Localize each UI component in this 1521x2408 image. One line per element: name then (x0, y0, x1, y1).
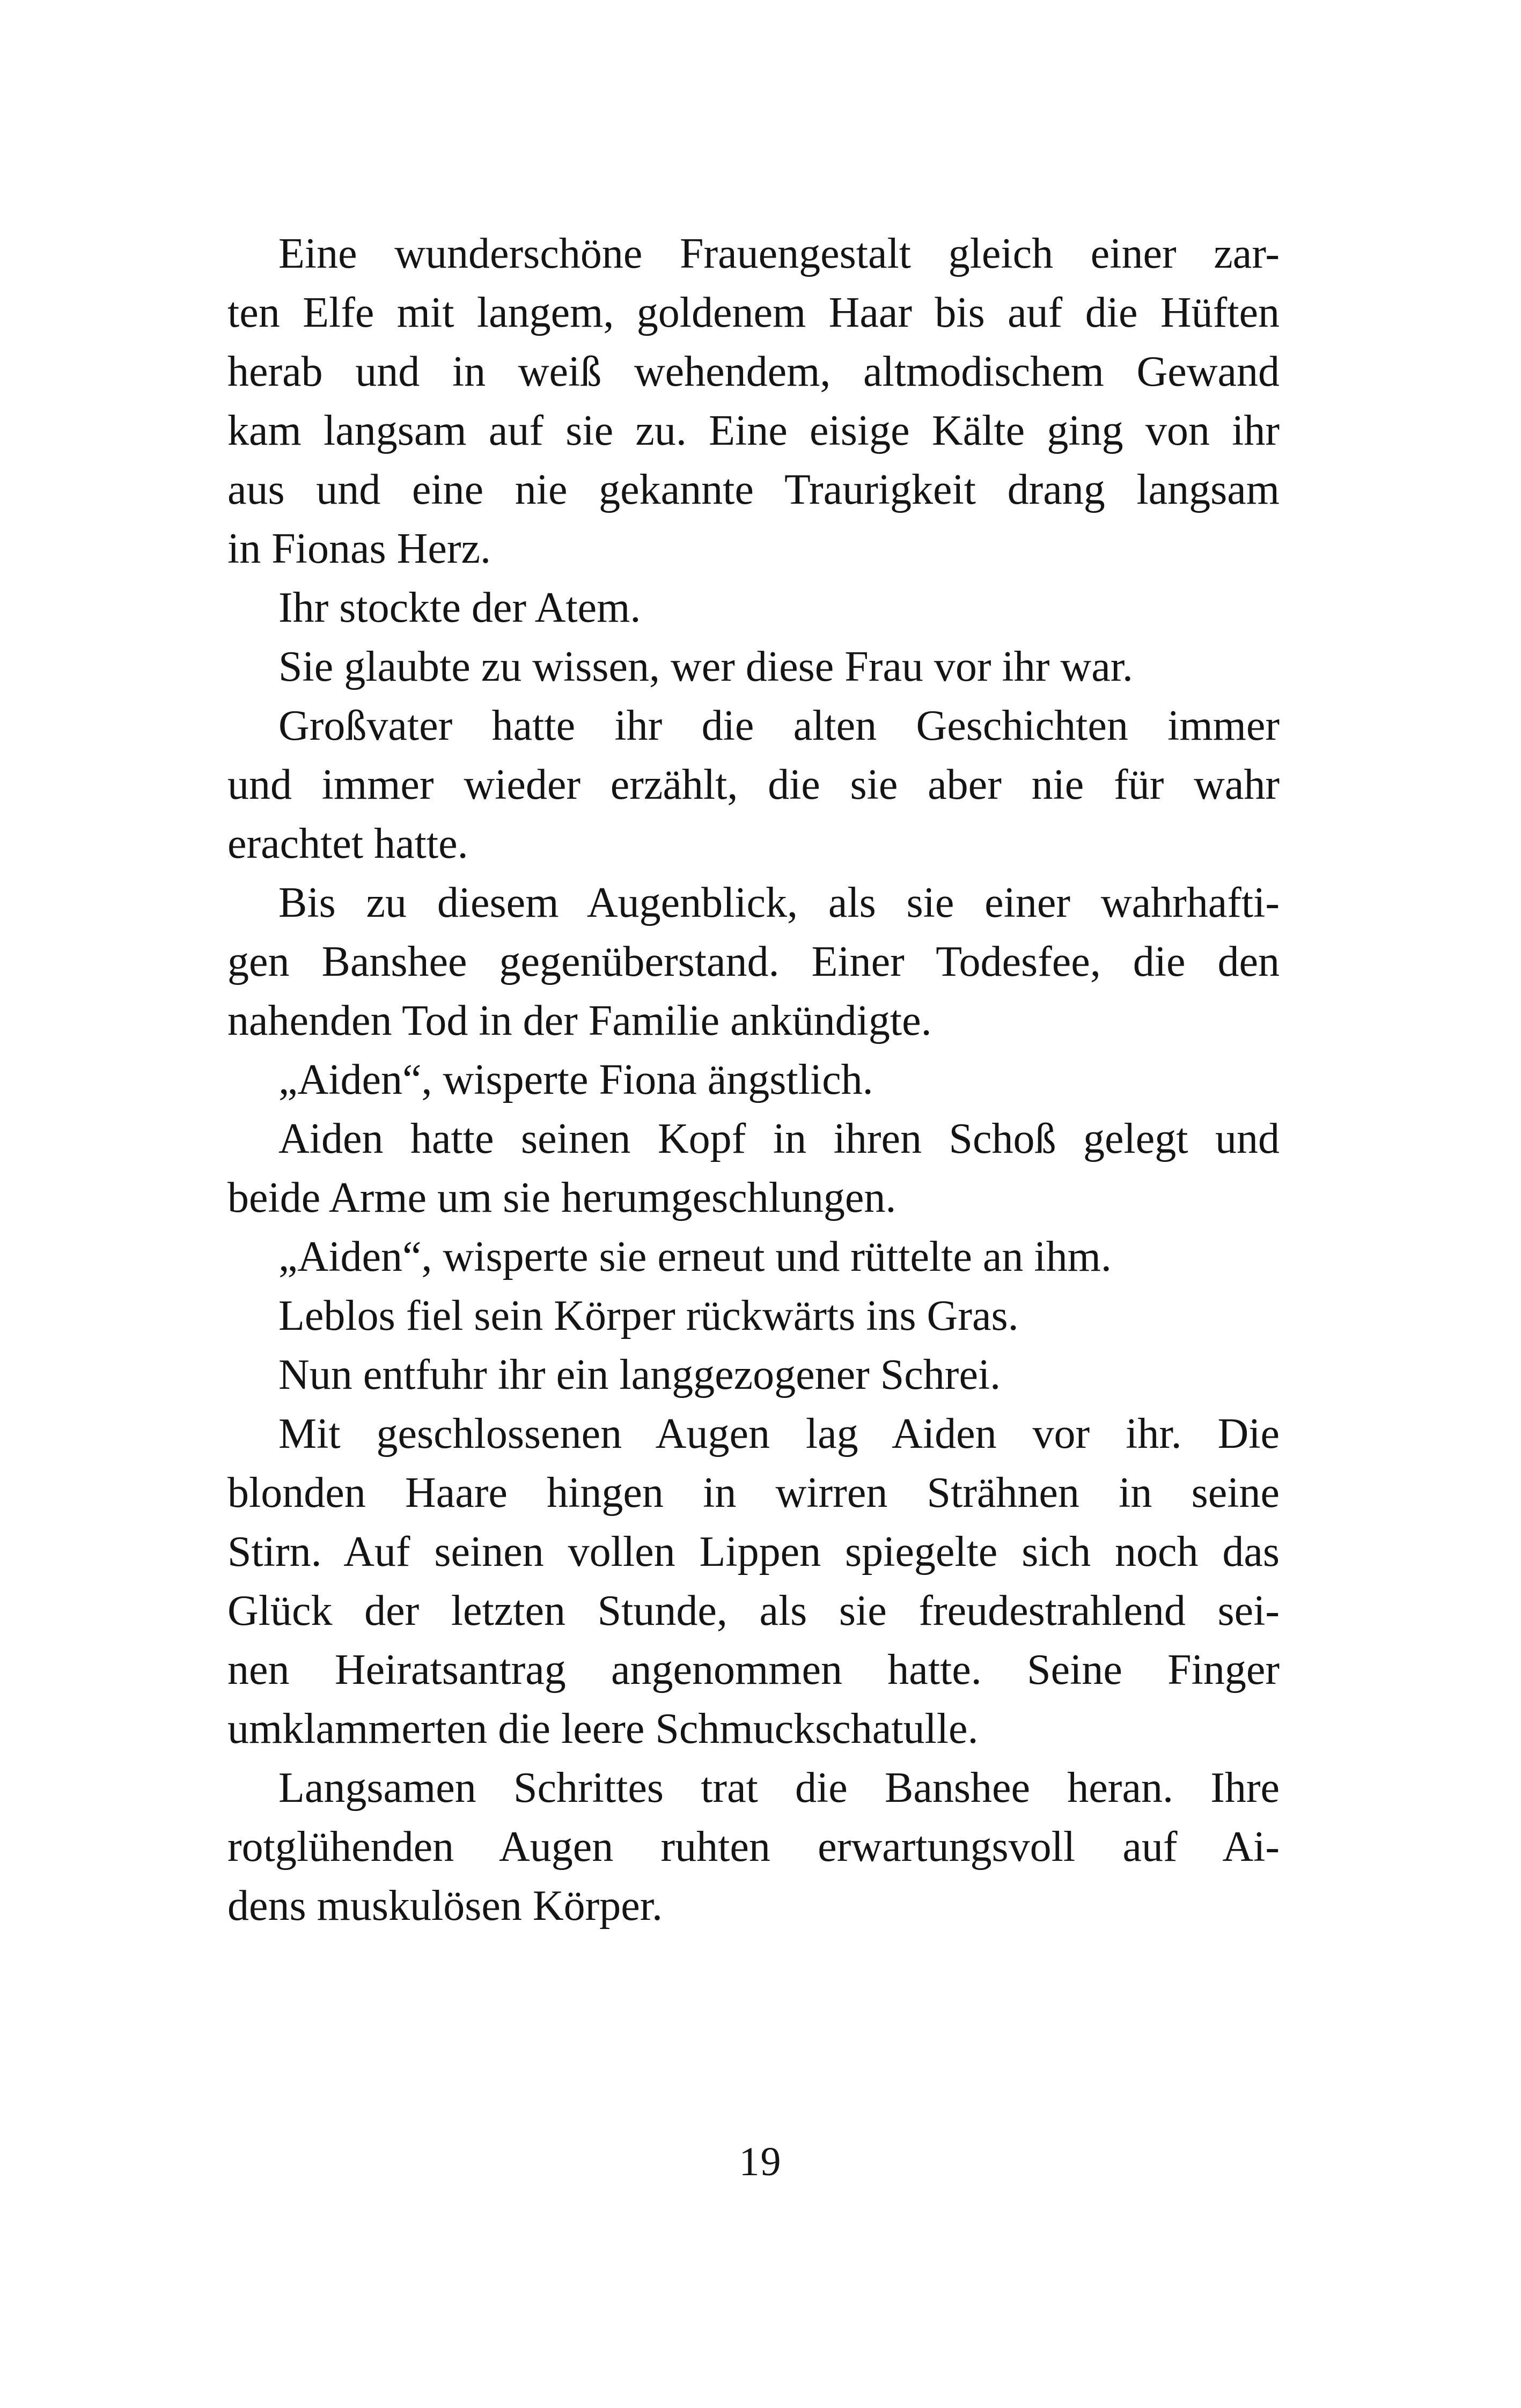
text-line: Ihr stockte der Atem. (278, 584, 641, 631)
text-line: gen Banshee gegenüberstand. Einer Todesfee, die den (227, 938, 1280, 985)
text-line: beide Arme um sie herumgeschlungen. (227, 1174, 897, 1221)
text-line: Mit geschlossenen Augen lag Aiden vor ihr. Die (278, 1410, 1280, 1457)
text-line: ten Elfe mit langem, goldenem Haar bis auf die Hüften (227, 289, 1280, 336)
text-line: Bis zu diesem Augenblick, als sie einer wahrhafti- (278, 879, 1280, 926)
text-line: Leblos fiel sein Körper rückwärts ins Gras. (278, 1292, 1019, 1339)
text-line: Sie glaubte zu wissen, wer diese Frau vor ihr war. (278, 643, 1133, 690)
body-text (227, 224, 1280, 1935)
text-line: blonden Haare hingen in wirren Strähnen in seine (227, 1469, 1280, 1516)
text-line: Eine wunderschöne Frauengestalt gleich einer zar- (278, 230, 1280, 277)
text-line: nahenden Tod in der Familie ankündigte. (227, 997, 932, 1044)
text-line: dens muskulösen Körper. (227, 1882, 663, 1930)
text-line: erachtet hatte. (227, 820, 468, 867)
text-line: in Fionas Herz. (227, 525, 491, 572)
text-line: Stirn. Auf seinen vollen Lippen spiegelte sich noch das (227, 1528, 1280, 1575)
text-line: Nun entfuhr ihr ein langgezogener Schrei. (278, 1351, 1001, 1398)
text-line: Aiden hatte seinen Kopf in ihren Schoß gelegt und (278, 1115, 1280, 1162)
text-line: „Aiden“, wisperte Fiona ängstlich. (278, 1056, 873, 1103)
text-line: „Aiden“, wisperte sie erneut und rüttelte an ihm. (278, 1233, 1112, 1280)
text-line: herab und in weiß wehendem, altmodischem Gewand (227, 348, 1280, 395)
page-number: 19 (739, 2139, 782, 2184)
text-line: kam langsam auf sie zu. Eine eisige Kälte ging von ihr (227, 407, 1280, 454)
text-line: und immer wieder erzählt, die sie aber nie für wahr (227, 761, 1280, 808)
text-line: nen Heiratsantrag angenommen hatte. Seine Finger (227, 1646, 1280, 1693)
text-line: umklammerten die leere Schmuckschatulle. (227, 1705, 979, 1752)
text-line: Glück der letzten Stunde, als sie freudestrahlend sei- (227, 1587, 1280, 1634)
text-line: aus und eine nie gekannte Traurigkeit drang langsam (227, 466, 1280, 513)
text-line: Großvater hatte ihr die alten Geschichten immer (278, 702, 1280, 749)
text-line: rotglühenden Augen ruhten erwartungsvoll auf Ai- (227, 1823, 1280, 1871)
text-line: Langsamen Schrittes trat die Banshee heran. Ihre (278, 1764, 1280, 1811)
